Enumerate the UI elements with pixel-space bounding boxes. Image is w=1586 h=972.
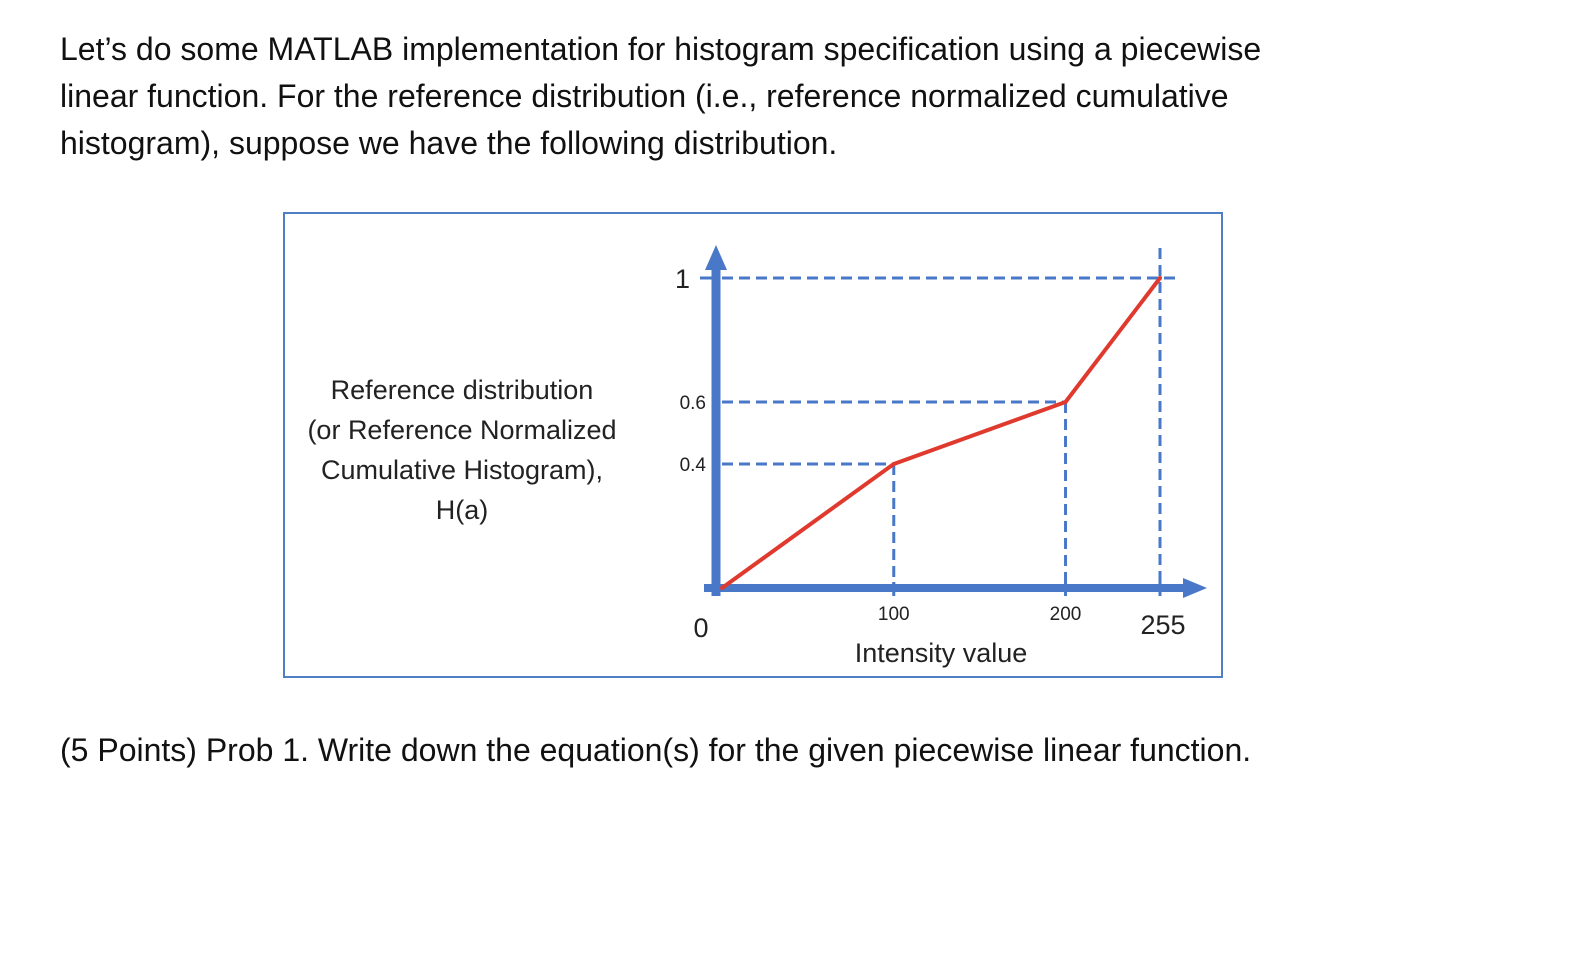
x-tick-label: 255 bbox=[1140, 610, 1186, 640]
intro-line-3: histogram), suppose we have the following distribution. bbox=[60, 125, 838, 161]
series-point bbox=[720, 586, 724, 590]
ylabel-line-2: (or Reference Normalized bbox=[307, 415, 617, 445]
series-point bbox=[892, 462, 896, 466]
chart-xlabel: Intensity value bbox=[854, 638, 1028, 668]
x-tick-label: 0 bbox=[693, 613, 709, 643]
intro-line-2: linear function. For the reference distribution (i.e., reference normalized cumulative bbox=[60, 78, 1229, 114]
series-line bbox=[722, 278, 1160, 588]
x-tick-label: 100 bbox=[877, 604, 910, 625]
x-tick-label: 200 bbox=[1049, 604, 1082, 625]
ylabel-line-4: H(a) bbox=[435, 495, 489, 525]
x-axis-arrowhead bbox=[1183, 578, 1207, 598]
question-text: (5 Points) Prob 1. Write down the equation(s) for the given piecewise linear function. bbox=[60, 732, 1252, 768]
chart-axes bbox=[700, 245, 1207, 598]
series-point bbox=[1064, 400, 1068, 404]
series-point bbox=[1158, 276, 1162, 280]
y-tick-label: 0.6 bbox=[679, 393, 706, 414]
ylabel-line-3: Cumulative Histogram), bbox=[320, 455, 604, 485]
y-tick-label: 1 bbox=[674, 264, 690, 294]
ylabel-line-1: Reference distribution bbox=[330, 375, 594, 405]
chart-series bbox=[720, 276, 1162, 590]
y-tick-label: 0.4 bbox=[679, 455, 706, 476]
intro-line-1: Let’s do some MATLAB implementation for histogram specification using a piecewise bbox=[60, 31, 1262, 67]
y-axis-arrowhead bbox=[705, 245, 727, 270]
